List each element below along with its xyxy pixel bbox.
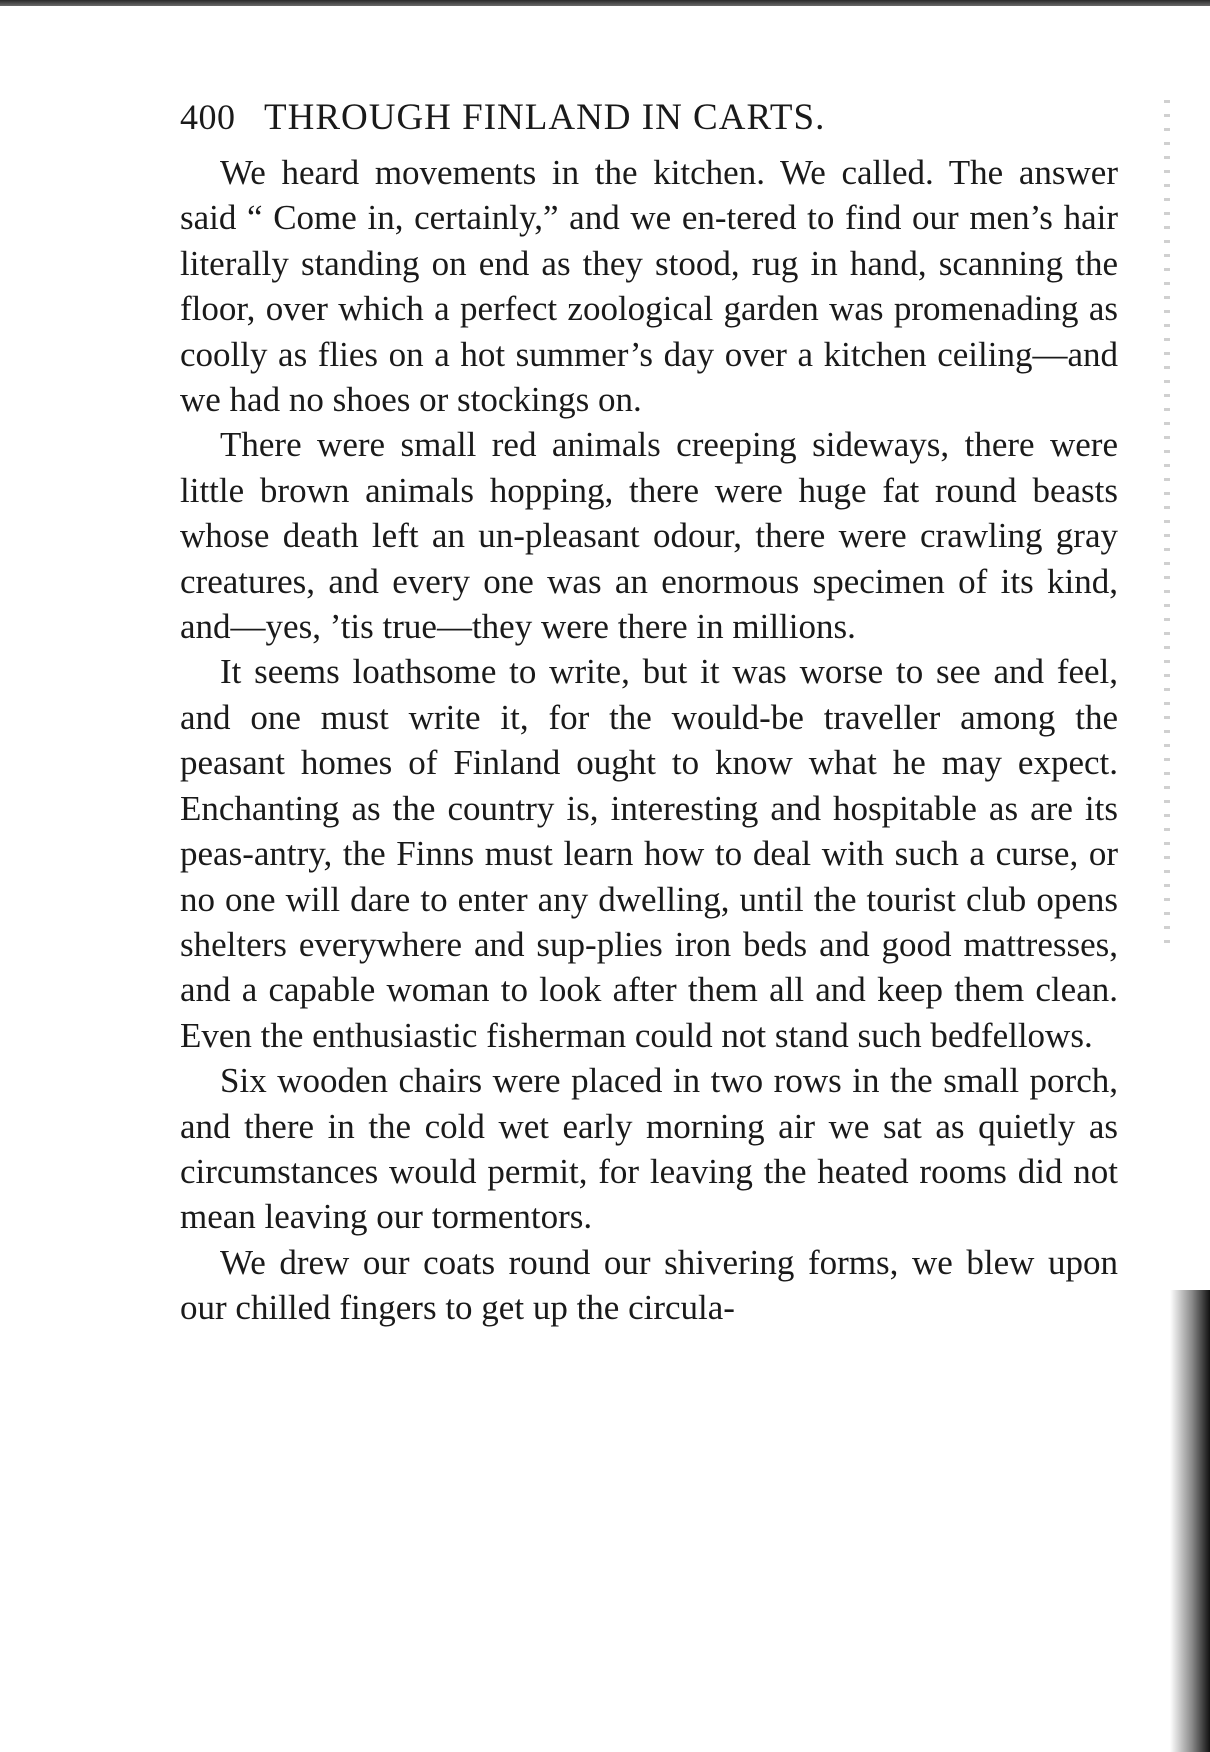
paragraph: Six wooden chairs were placed in two rows in the small porch, and there in the cold wet early morning air we sat as quietly as circumstances would permit, for leaving the heated rooms did not mean leaving our tormentors. <box>180 1061 1118 1237</box>
paragraph: We drew our coats round our shivering forms, we blew upon our chilled fingers to get up the circula- <box>180 1242 1118 1328</box>
binding-shadow <box>1170 1290 1210 1752</box>
running-head <box>180 96 1118 150</box>
paragraph: We heard movements in the kitchen. We called. The answer said “ Come in, certainly,” and we en-tered to find our men’s hair literally standing on end as they stood, rug in hand, scanning the floor, over which a perfect zoological garden was promenading as coolly as flies on a hot summer’s day over a kitchen ceiling—and we had no shoes or stockings on. <box>180 153 1118 420</box>
body-text <box>180 150 1118 1331</box>
page-edge-specks <box>1164 100 1170 950</box>
top-edge-rule <box>0 0 1210 6</box>
paragraph: It seems loathsome to write, but it was worse to see and feel, and one must write it, for the would-be traveller among the peasant homes of Finland ought to know what he may expect. Enchanting as the country is, interesting and hospitable as are its peas-antry, the Finns must learn how to deal with such a curse, or no one will dare to enter any dwelling, until the tourist club opens shelters everywhere and sup-plies iron beds and good mattresses, and a capable woman to look after them all and keep them clean. Even the enthusiastic fisherman could not stand such bedfellows. <box>180 652 1118 1055</box>
running-title: THROUGH FINLAND IN CARTS. <box>264 97 826 138</box>
book-page <box>180 96 1118 1331</box>
page-number: 400 <box>180 97 236 137</box>
paragraph: There were small red animals creeping sideways, there were little brown animals hopping, there were huge fat round beasts whose death left an un-pleasant odour, there were crawling gray creatures, and every one was an enormous specimen of its kind, and—yes, ’tis true—they were there in millions. <box>180 425 1118 647</box>
